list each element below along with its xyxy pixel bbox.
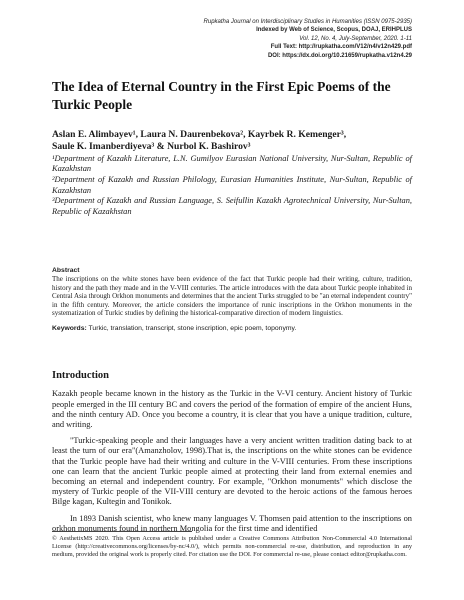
- journal-name: Rupkatha Journal on Interdisciplinary Studies in Humanities (ISSN 0975-2935): [203, 19, 412, 25]
- paragraph: In 1893 Danish scientist, who knew many languages V. Thomsen paid attention to the inscriptions on orkhon monuments found in northern Mongolia for the first time and identified: [52, 513, 412, 533]
- affiliation: ²Department of Kazakh and Russian Philology, Eurasian Humanities Institute, Nur-Sultan, Republic of Kazakhstan: [52, 175, 412, 195]
- affiliation: ¹Department of Kazakh Literature, L.N. Gumilyov Eurasian National University, Nur-Sultan, Republic of Kazakhstan: [52, 153, 412, 174]
- keywords-label: Keywords:: [52, 325, 87, 333]
- abstract-text: The inscriptions on the white stones have been evidence of the fact that Turkic people had their writing, culture, tradition, history and the path they made and in the V-VIII centuries. The article introduces with the data about Turkic people inhabited in Central Asia through Orkhon monuments and determines that the ancient Turks struggled to be "an eternal independent country" in the fifth century. Moreover, the article considers the importance of runic inscriptions in the Orkhon monuments in the systematization of Turkic studies by defining the historical-comparative direction of modern linguistics.: [52, 275, 412, 318]
- journal-header: [52, 18, 412, 60]
- journal-indexed: Indexed by Web of Science, Scopus, DOAJ, ERIHPLUS: [256, 27, 412, 34]
- paper-title: The Idea of Eternal Country in the First Epic Poems of the Turkic People: [52, 79, 391, 113]
- doi-link[interactable]: DOI: https://dx.doi.org/10.21659/rupkatha.v12n4.29: [267, 52, 412, 59]
- abstract-heading: Abstract: [52, 267, 80, 275]
- introduction-body: [52, 389, 412, 534]
- paragraph: "Turkic-speaking people and their languages have a very ancient written tradition dating back to at least the turn of our era"(Amanzholov, 1998).That is, the inscriptions on the white stones can be evidence that the Turkic people have had their writing and culture in the V-VIII centuries. From these inscriptions one can learn that the ancient Turkic people aimed at protecting their land from external enemies and becoming an eternal and independent country. For example, "Orkhon monuments" which disclose the mystery of Turkic people of the VII-VIII century are devoted to the heroic actions of the famous heroes Bilge kagan, Kultegin and Tonikok.: [52, 436, 412, 507]
- keywords-text: Turkic, translation, transcript, stone inscription, epic poem, toponymy.: [88, 325, 297, 333]
- paragraph: Kazakh people became known in the history as the Turkic in the V-VI century. Ancient history of Turkic people emerged in the III century BC and covers the period of the formation of empire of the ancient Huns, and the ninth century AD. Once you become a country, it is clear that you have a unique tradition, culture, and writing.: [52, 389, 412, 430]
- introduction-heading: Introduction: [52, 370, 109, 382]
- license-footnote: © AesthetixMS 2020. This Open Access article is published under a Creative Commons Attribution Non-Commercial 4.0 International License (http://creativecommons.org/licenses/by-nc/4.0/), which permits non-commercial re-use, distribution, and reproduction in any medium, provided the original work is properly cited. For citation use the DOI. For commercial re-use, please contact editor@rupkatha.com.: [52, 535, 412, 558]
- affiliation-list: [52, 154, 412, 218]
- journal-volume: Vol. 12, No. 4, July-September, 2020. 1-11: [299, 35, 412, 42]
- author-line: Aslan E. Alimbayev¹, Laura N. Daurenbekova², Kayrbek R. Kemenger³,: [52, 129, 347, 141]
- abstract-section: [52, 267, 412, 332]
- author-line: Saule K. Imanberdiyeva³ & Nurbol K. Bashirov³: [52, 141, 251, 153]
- affiliation: ³Department of Kazakh and Russian Language, S. Seifullin Kazakh Agrotechnical University, Nur-Sultan, Republic of Kazakhstan: [52, 196, 412, 216]
- author-list: [52, 129, 412, 154]
- keywords-line: [52, 325, 412, 332]
- footnote-divider: [52, 531, 192, 532]
- fulltext-link[interactable]: Full Text: http://rupkatha.com/V12/n4/v12n429.pdf: [270, 44, 412, 51]
